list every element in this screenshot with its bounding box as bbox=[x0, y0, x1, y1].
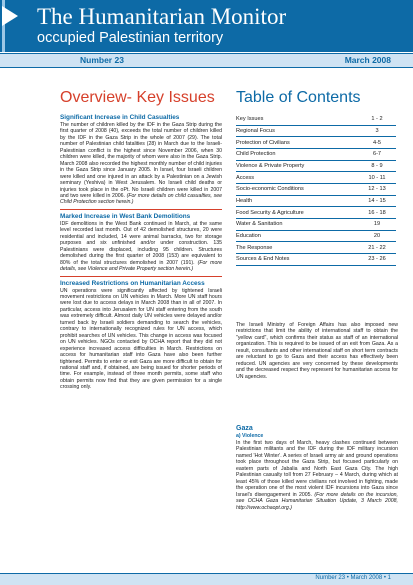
footer-text: Number 23 • March 2008 • 1 bbox=[315, 575, 391, 581]
toc-title: Table of Contents bbox=[236, 89, 361, 106]
section-access bbox=[60, 280, 222, 391]
toc-item-label: Water & Sanitation bbox=[236, 221, 283, 228]
section-divider bbox=[60, 276, 222, 277]
toc-item-page: 23 - 26 bbox=[368, 256, 386, 263]
toc-item-label: Regional Focus bbox=[236, 127, 275, 134]
toc-item-label: Access bbox=[236, 174, 255, 181]
gaza-subheading: a) Violence bbox=[236, 433, 264, 439]
toc-item[interactable] bbox=[236, 219, 396, 231]
section-body: The number of children killed by the IDF in the Gaza Strip during the first quarter of 2008 (40), exceeds the total number of children killed by the IDF in the Gaza Strip in the whole of 2007 (29). The total number of Palestinian child fatalities (28) in March due to the Israeli-Palestinian conflict is the highest since November 2006, when 30 children were killed, the majority of whom were also in the Gaza Strip. March 2008 also recorded the highest monthly number of child injuries in the Gaza Strip since January 2005. In Israel, four Israeli children were killed and one injured in an attack by a Palestinian on a Jewish seminary (Yeshiva) in West Jerusalem. No Israeli child deaths or injuries took place in the oPt. No Israeli children were killed in 2007 and two were killed in 2006. (For more details on child casualties, see Child Protection section herein.) bbox=[60, 122, 222, 206]
issue-date: March 2008 bbox=[344, 55, 391, 65]
toc-item[interactable] bbox=[236, 149, 396, 161]
publication-subtitle: occupied Palestinian territory bbox=[37, 30, 224, 46]
flag-icon bbox=[0, 0, 30, 52]
section-heading: Marked Increase in West Bank Demolitions bbox=[60, 212, 191, 220]
toc-item-page: 21 - 22 bbox=[368, 244, 386, 251]
toc-item[interactable] bbox=[236, 231, 396, 243]
gaza-heading: Gaza bbox=[236, 425, 253, 432]
section-demolitions bbox=[60, 213, 222, 273]
toc-item-page: 1 - 2 bbox=[371, 116, 383, 123]
overview-title: Overview- Key Issues bbox=[60, 89, 215, 106]
overview-column bbox=[60, 114, 222, 391]
section-divider bbox=[60, 209, 222, 210]
toc-item-label: Socio-economic Conditions bbox=[236, 186, 304, 193]
section-body: IDF demolitions in the West Bank continued in March, at the same level recorded last month. Out of 42 demolished structures, 20 were residential and included, 14 were animal barracks, two for storage purposes and six unfinished and/or under construction. 135 Palestinians were displaced, including 95 children. Structures demolished during the first quarter of 2008 (153) are equivalent to 80% of the total structures demolished in 2007 (191). (For more details, see Violence and Private Property section herein.) bbox=[60, 220, 222, 273]
toc-item[interactable] bbox=[236, 242, 396, 254]
toc-item[interactable] bbox=[236, 254, 396, 266]
toc-item-page: 20 bbox=[373, 232, 381, 239]
page-footer bbox=[0, 573, 413, 585]
toc-item[interactable] bbox=[236, 126, 396, 138]
toc-item-page: 6-7 bbox=[372, 151, 382, 158]
toc-item-label: Child Protection bbox=[236, 151, 276, 158]
gaza-paragraph: In the first two days of March, heavy clashes continued between Palestinian militants and the IDF during the IDF military incursion named 'Hot Winter'. A series of Israeli army air and ground operations took place throughout the Gaza Strip, but focused particularly on eastern parts of Jabalia and North East Gaza City. The high Palestinian casualty toll from 27 February – 4 March, during which at least 45% of those killed were civilians not involved in fighting, made the operation one of the most violent IDF incursions into Gaza since Israel's disengagement in 2005. (For more details on the incursion, see OCHA Gaza Humanitarian Situation Update, 3 March 2008, http://www.ochaopt.org.) bbox=[236, 440, 398, 511]
toc-item-page: 3 bbox=[375, 127, 379, 134]
toc-item-label: Food Security & Agriculture bbox=[236, 209, 304, 216]
publication-title: The Humanitarian Monitor bbox=[37, 4, 287, 29]
table-of-contents bbox=[236, 114, 396, 266]
section-note: (For more details on child casualties, see Child Protection section herein.) bbox=[60, 192, 222, 206]
section-body: UN operations were significantly affected by tightened Israeli movement restrictions on UN vehicles in March. More UN staff hours were lost due to access delays in March 2008 than in all of 2007. In particular, access into Jerusalem for UN staff entering from the south was extremely difficult. Almost daily UN vehicles were delayed and/or turned back by Israeli soldiers demanding to search the vehicles, contrary to internationally recognized rules for UN access, which prohibit searches of UN vehicles. This change in access was focused on UN vehicles. NGOs contacted by OCHA report that they did not experience increased access difficulties in March. Restrictions on access for humanitarian staff into Gaza have also been further tightened. Permits to enter or exit Gaza are more difficult to obtain for national staff and, if obtained, are being issued for shorter periods of time. For example, instead of three month permits, some staff who obtain permits now find that they are given permission for a single crossing only. bbox=[60, 287, 222, 391]
toc-item[interactable] bbox=[236, 161, 396, 173]
toc-item[interactable] bbox=[236, 137, 396, 149]
section-child-casualties bbox=[60, 114, 222, 206]
toc-item[interactable] bbox=[236, 114, 396, 126]
toc-item-label: Sources & End Notes bbox=[236, 256, 290, 263]
toc-item[interactable] bbox=[236, 207, 396, 219]
toc-item-page: 10 - 11 bbox=[368, 174, 386, 181]
gaza-note: (For more details on the incursion, see OCHA Gaza Humanitarian Situation Update, 3 March 2008, http://www.ochaopt.org.) bbox=[236, 491, 398, 511]
toc-item[interactable] bbox=[236, 196, 396, 208]
toc-item-label: The Response bbox=[236, 244, 273, 251]
toc-item[interactable] bbox=[236, 184, 396, 196]
toc-item-label: Health bbox=[236, 197, 253, 204]
toc-item-page: 19 bbox=[373, 221, 381, 228]
toc-item-label: Protection of Civilians bbox=[236, 139, 290, 146]
section-heading: Increased Restrictions on Humanitarian Access bbox=[60, 279, 205, 287]
toc-item-page: 14 - 15 bbox=[368, 197, 386, 204]
staff-restrictions-paragraph: The Israeli Ministry of Foreign Affairs has also imposed new restrictions that limit the ability of international staff to obtain the "yellow card", which confirms their status as staff of an international organization. This is required to be issued of an exit from Gaza. As a result, consultants and other international staff on short term contracts are reluctant to go to Gaza and their access has effectively been reduced. UN agencies are very concerned by these developments and the decreased respect they represent for humanitarian access for UN agencies. bbox=[236, 322, 398, 380]
toc-item-page: 16 - 18 bbox=[368, 209, 386, 216]
toc-item-page: 8 - 9 bbox=[371, 162, 383, 169]
toc-item-label: Violence & Private Property bbox=[236, 162, 305, 169]
issue-number: Number 23 bbox=[80, 55, 124, 65]
toc-item-page: 4-5 bbox=[372, 139, 382, 146]
section-note: (For more details, see Violence and Private Property section herein.) bbox=[60, 259, 222, 273]
toc-item-label: Education bbox=[236, 232, 261, 239]
issue-bar bbox=[0, 53, 413, 68]
section-heading: Significant Increase in Child Casualties bbox=[60, 114, 180, 121]
toc-item[interactable] bbox=[236, 172, 396, 184]
toc-item-page: 12 - 13 bbox=[368, 186, 386, 193]
toc-item-label: Key Issues bbox=[236, 116, 264, 123]
masthead bbox=[0, 0, 413, 52]
